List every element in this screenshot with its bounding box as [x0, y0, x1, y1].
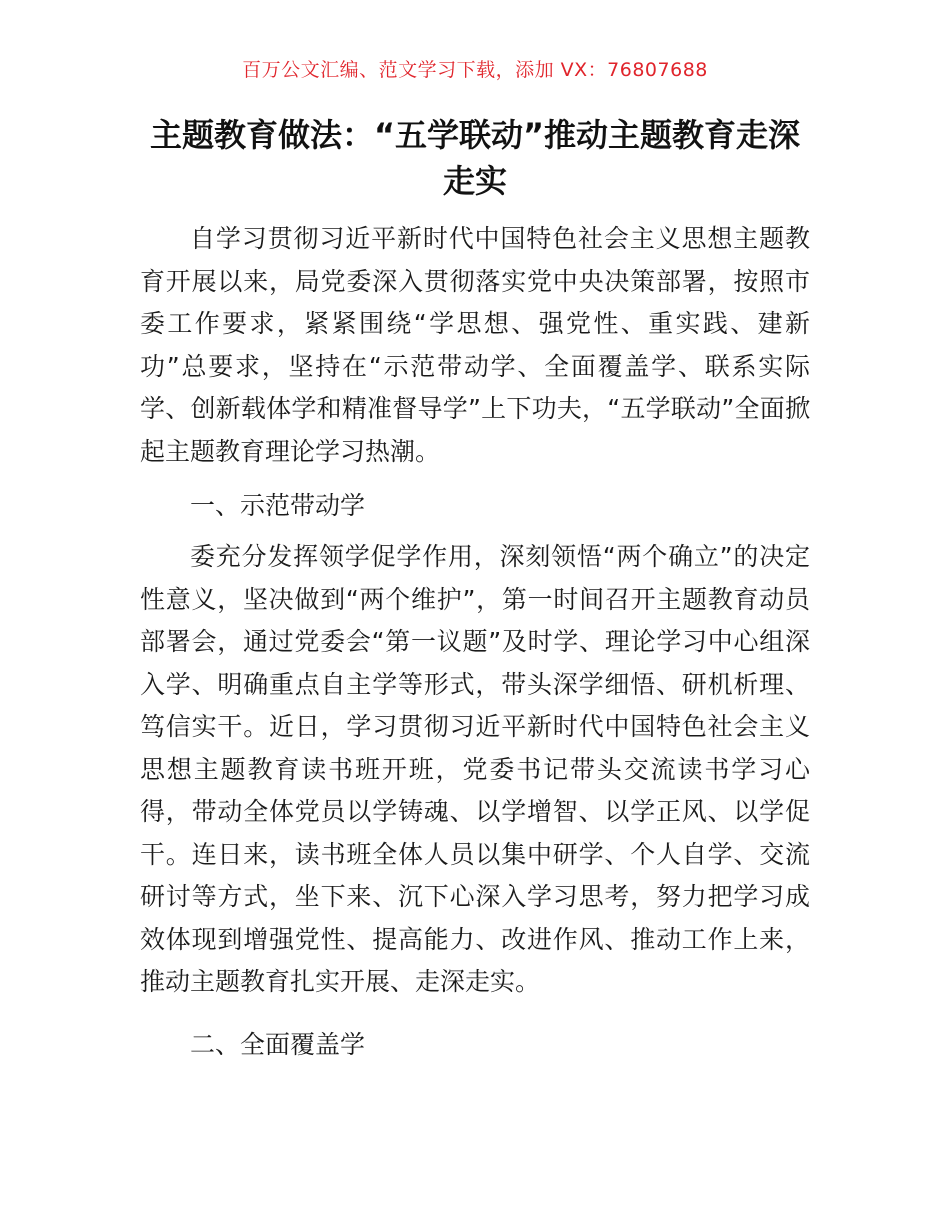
- section-heading-2: 二、全面覆盖学: [190, 1030, 366, 1059]
- section-heading-1: 一、示范带动学: [190, 491, 366, 520]
- watermark-banner: 百万公文汇编、范文学习下载，添加 VX：76807688: [242, 59, 708, 81]
- section-1-paragraph: 委充分发挥领学促学作用，深刻领悟“两个确立”的决定性意义，坚决做到“两个维护”，第一时间召开主题教育动员部署会，通过党委会“第一议题”及时学、理论学习中心组深入学、明确重点自主学等形式，带头深学细悟、研机析理、笃信实干。近日，学习贯彻习近平新时代中国特色社会主义思想主题教育读书班开班，党委书记带头交流读书学习心得，带动全体党员以学铸魂、以学增智、以学正风、以学促干。连日来，读书班全体人员以集中研学、个人自学、交流研讨等方式，坐下来、沉下心深入学习思考，努力把学习成效体现到增强党性、提高能力、改进作风、推动工作上来，推动主题教育扎实开展、走深走实。: [140, 542, 810, 996]
- document-title: 主题教育做法：“五学联动”推动主题教育走深走实: [149, 116, 801, 200]
- intro-paragraph: 自学习贯彻习近平新时代中国特色社会主义思想主题教育开展以来，局党委深入贯彻落实党中央决策部署，按照市委工作要求，紧紧围绕“学思想、强党性、重实践、建新功”总要求，坚持在“示范带动学、全面覆盖学、联系实际学、创新载体学和精准督导学”上下功夫，“五学联动”全面掀起主题教育理论学习热潮。: [140, 224, 810, 466]
